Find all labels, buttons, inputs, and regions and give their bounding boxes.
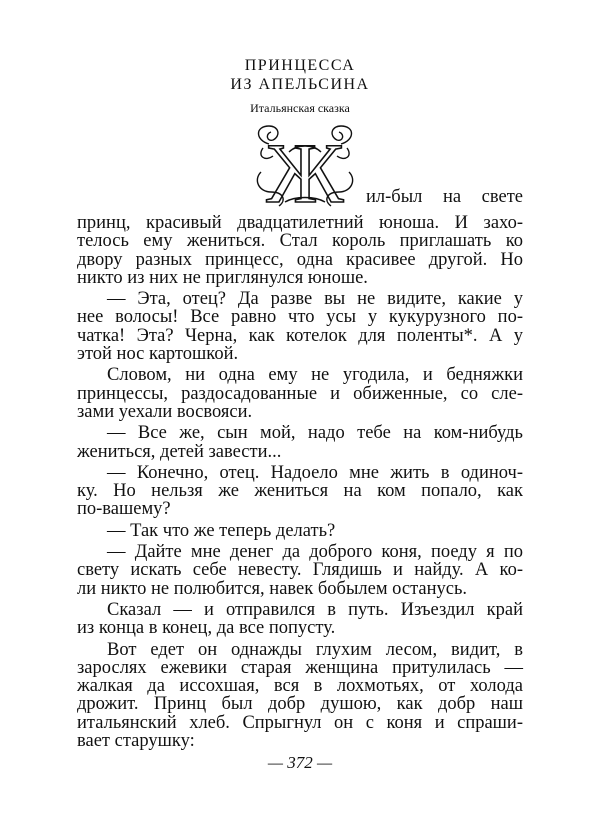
- story-subtitle: Итальянская сказка: [250, 101, 350, 115]
- text-line: принц, красивый двадцатилетний юноша. И захо-: [77, 213, 523, 233]
- text-line: Словом, ни одна ему не угодила, и бедняжки: [107, 365, 523, 385]
- dropcap-letter: Ж: [266, 125, 344, 210]
- text-line: двору разных принцесс, одна красивее другой. Но: [77, 250, 523, 270]
- text-line: ку. Но нельзя же жениться на ком попало, как: [77, 481, 523, 501]
- text-line: телось ему жениться. Стал король приглашать ко: [77, 231, 523, 251]
- text-line: — Эта, отец? Да разве вы не видите, какие у: [107, 289, 523, 309]
- ornamental-dropcap: [249, 122, 361, 210]
- text-line: дрожит. Принц был добр душою, как добр наш: [77, 694, 523, 714]
- text-line: зарослях ежевики старая женщина притулилась —: [77, 658, 523, 678]
- text-line: — Так что же теперь делать?: [107, 521, 336, 541]
- text-line: — Все же, сын мой, надо тебе на ком-нибудь: [107, 423, 523, 443]
- text-line: зами уехали восвояси.: [77, 402, 253, 422]
- text-line: нее волосы! Все равно что усы у кукурузного по-: [77, 307, 523, 327]
- text-line: по-вашему?: [77, 499, 171, 519]
- text-line: свету искать себе невесту. Глядишь и найду. А ко-: [77, 560, 523, 580]
- page-number: — 372 —: [267, 753, 333, 772]
- text-line: — Конечно, отец. Надоело мне жить в одиноч-: [107, 463, 523, 483]
- text-line: вает старушку:: [77, 731, 195, 751]
- text-line: жениться, детей завести...: [77, 442, 282, 462]
- text-line: принцессы, раздосадованные и обиженные, со сле-: [77, 384, 523, 404]
- text-line: ил-был на свете: [366, 187, 523, 207]
- story-title-line-2: ИЗ АПЕЛЬСИНА: [230, 76, 370, 93]
- text-line: ли никто не полюбится, навек бобылем останусь.: [77, 579, 468, 599]
- text-line: жалкая да иссохшая, вся в лохмотьях, от холода: [77, 676, 523, 696]
- text-line: из конца в конец, да все попусту.: [77, 618, 336, 638]
- text-line: никто из них не приглянулся юноше.: [77, 268, 368, 288]
- text-line: чатка! Эта? Черна, как котелок для поленты*. А у: [77, 326, 523, 346]
- text-line: Вот едет он однажды глухим лесом, видит, в: [107, 640, 523, 660]
- text-line: Сказал — и отправился в путь. Изъездил край: [107, 600, 523, 620]
- text-line: итальянский хлеб. Спрыгнул он с коня и спраши-: [77, 713, 523, 733]
- text-line: этой нос картошкой.: [77, 344, 239, 364]
- story-title-line-1: ПРИНЦЕССА: [244, 57, 356, 74]
- text-line: — Дайте мне денег да доброго коня, поеду я по: [107, 542, 523, 562]
